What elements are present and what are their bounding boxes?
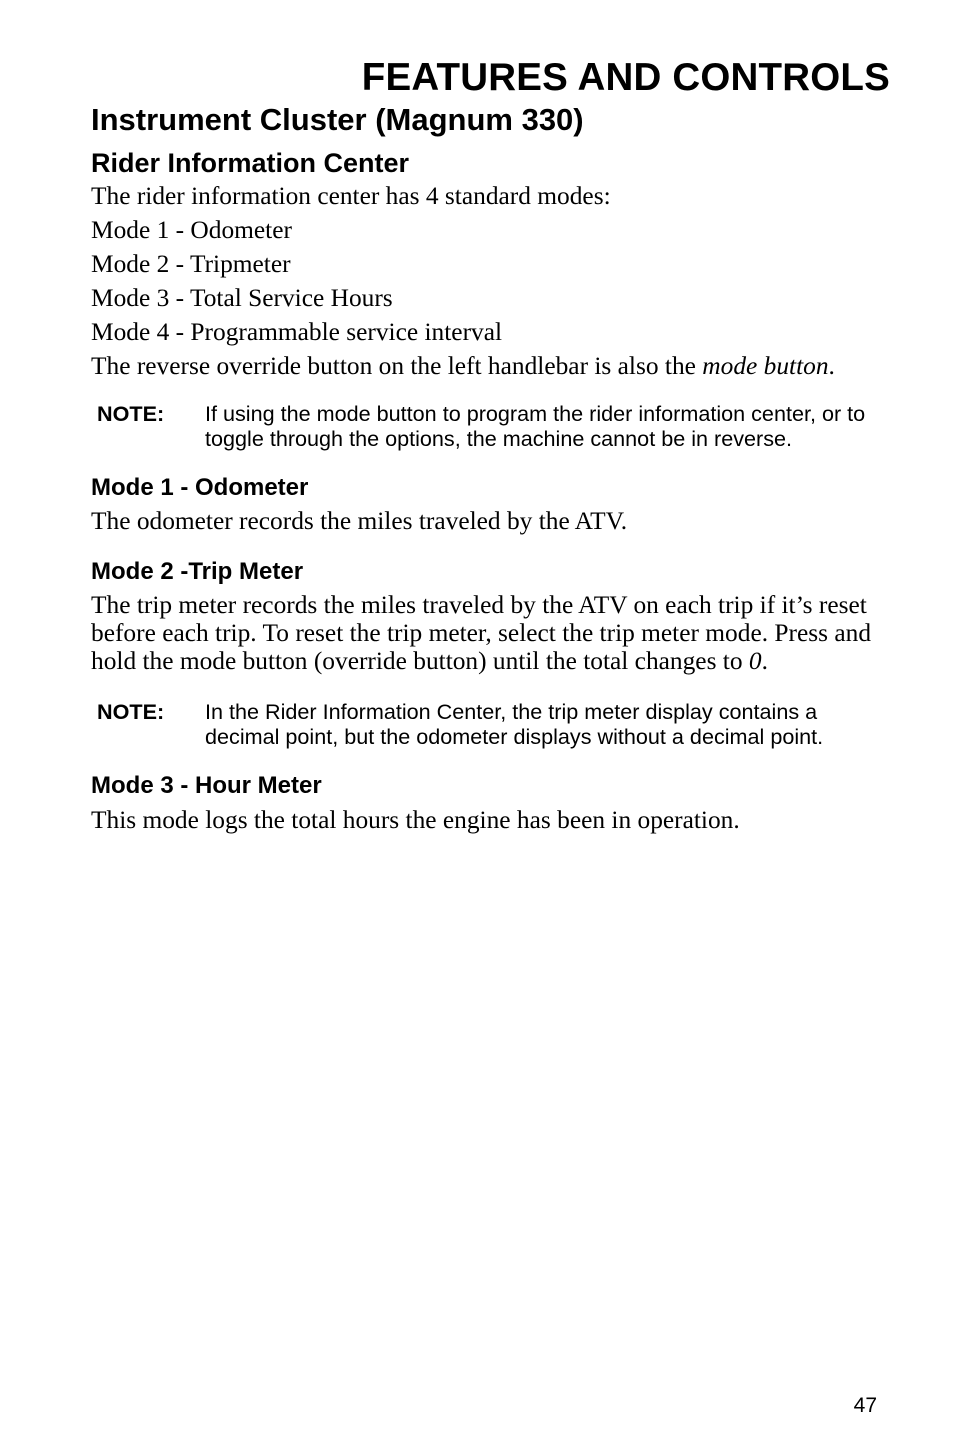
note-label: NOTE: <box>97 401 165 426</box>
rider-info-intro: The rider information center has 4 standard modes: <box>91 182 611 210</box>
mode-item-1: Mode 1 - Odometer <box>91 216 292 244</box>
mode-button-term: mode button <box>702 352 829 380</box>
modes-list <box>91 216 891 346</box>
note-text: If using the mode button to program the rider information center, or to toggle through the options, the machine cannot be in reverse. <box>205 401 866 451</box>
odometer-heading: Mode 1 - Odometer <box>91 474 309 501</box>
hour-meter-text: This mode logs the total hours the engine has been in operation. <box>91 806 740 834</box>
hour-meter-heading: Mode 3 - Hour Meter <box>91 772 322 799</box>
mode-item-2: Mode 2 - Tripmeter <box>91 250 291 278</box>
note-label: NOTE: <box>97 699 165 724</box>
page-number: 47 <box>853 1394 877 1417</box>
note-trip-meter <box>97 699 891 749</box>
mode-item-3: Mode 3 - Total Service Hours <box>91 284 393 312</box>
trip-meter-text: The trip meter records the miles traveled by the ATV on each trip if it’s reset before each trip. To reset the trip meter, select the trip meter mode. Press and hold the mode button (override button) until the total changes to <box>91 591 872 675</box>
trip-meter-end: . <box>761 647 768 675</box>
trip-meter-heading: Mode 2 -Trip Meter <box>91 558 304 585</box>
chapter-title: FEATURES AND CONTROLS <box>361 56 890 99</box>
trip-meter-paragraph <box>91 591 891 675</box>
note-reverse <box>97 401 891 451</box>
mode-item-4: Mode 4 - Programmable service interval <box>91 318 503 346</box>
rider-info-heading: Rider Information Center <box>91 148 410 178</box>
odometer-text: The odometer records the miles traveled by the ATV. <box>91 507 628 535</box>
section-title: Instrument Cluster (Magnum 330) <box>91 102 584 137</box>
zero-value: 0 <box>748 647 762 675</box>
reverse-override-text: The reverse override button on the left handlebar is also the <box>91 352 703 380</box>
note-text: In the Rider Information Center, the trip meter display contains a decimal point, but the odometer displays without a decimal point. <box>205 699 824 749</box>
page-content <box>91 146 891 834</box>
reverse-override-end: . <box>828 352 835 380</box>
reverse-override-paragraph <box>91 352 891 380</box>
